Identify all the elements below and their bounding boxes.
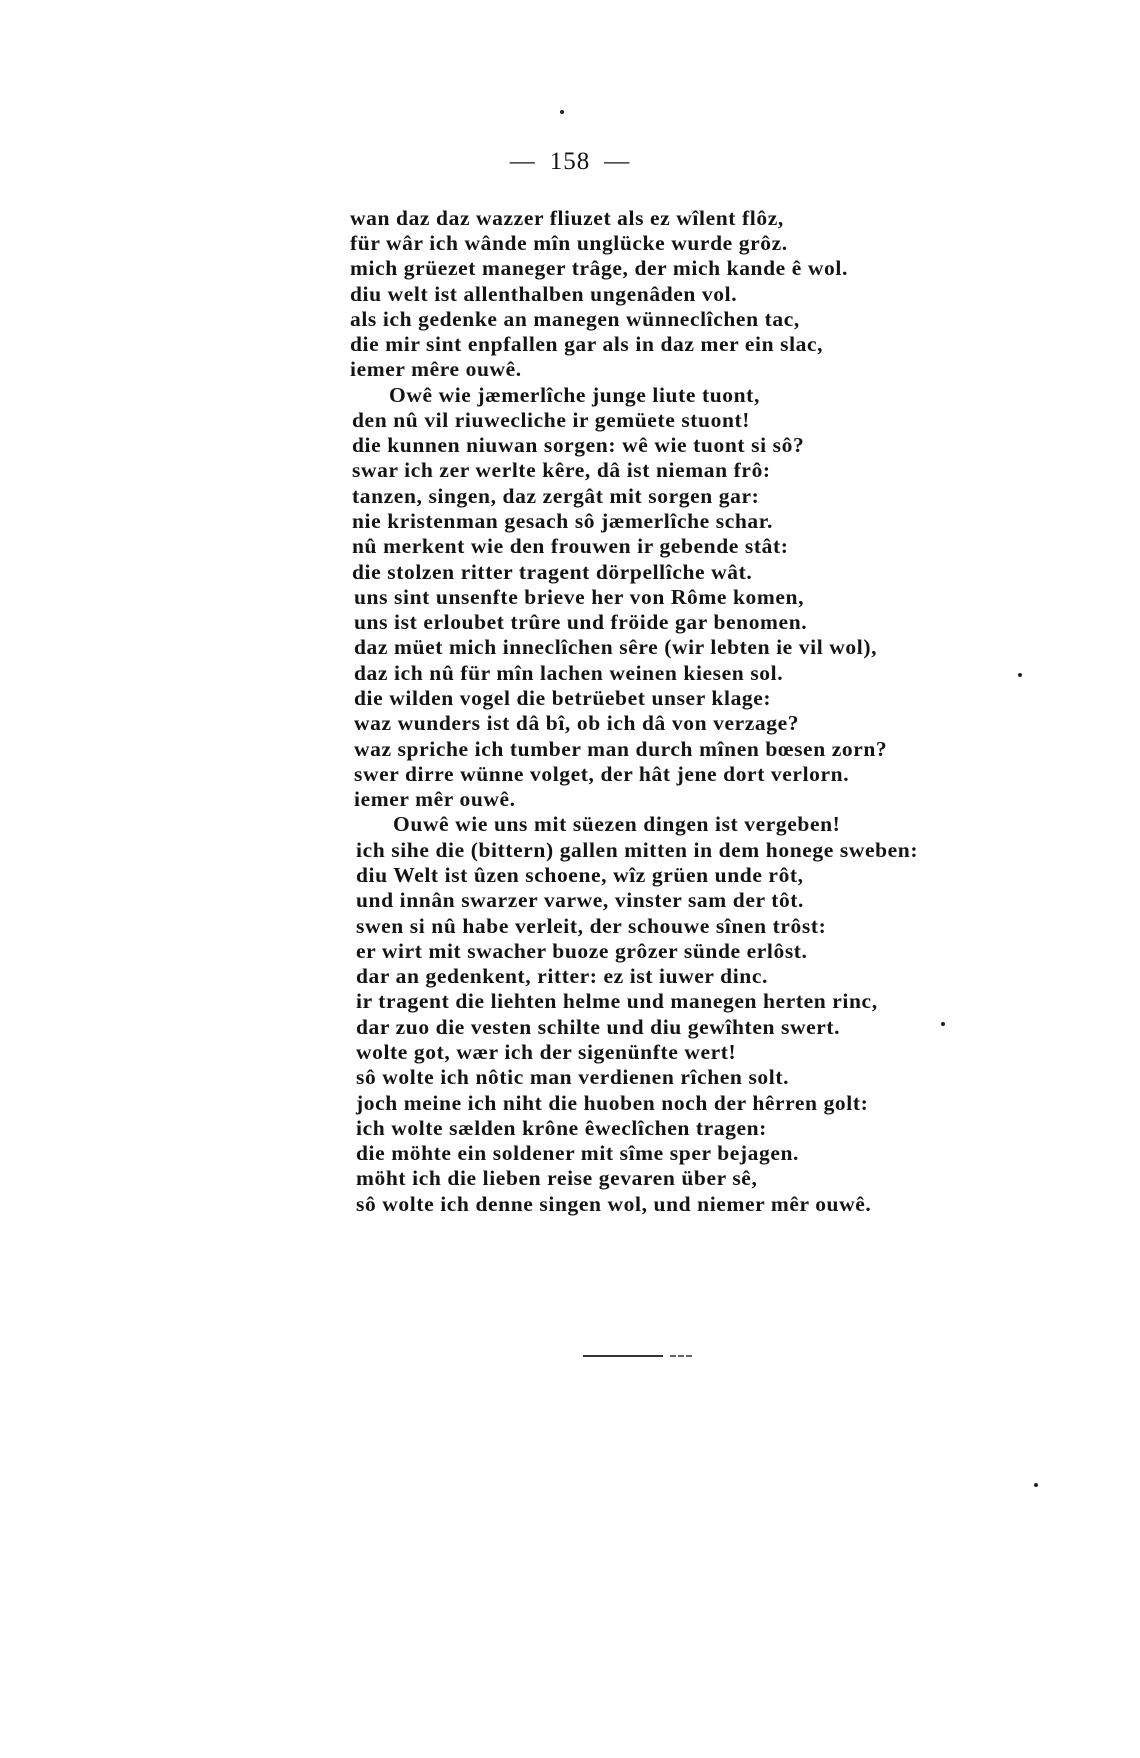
poem-line: ich sihe die (bittern) gallen mitten in dem honege sweben:	[356, 838, 919, 862]
poem-line: sô wolte ich nôtic man verdienen rîchen solt.	[356, 1065, 790, 1089]
poem-line: uns sint unsenfte brieve her von Rôme komen,	[354, 585, 805, 609]
dash-right: —	[604, 148, 631, 175]
poem-line: wan daz daz wazzer fliuzet als ez wîlent flôz,	[350, 206, 784, 230]
poem-line: ich wolte sælden krône êweclîchen tragen:	[356, 1116, 767, 1140]
poem-line: tanzen, singen, daz zergât mit sorgen gar:	[352, 484, 760, 508]
poem-line: wolte got, wær ich der sigenünfte wert!	[356, 1040, 737, 1064]
poem-line: die stolzen ritter tragent dörpellîche wât.	[352, 560, 753, 584]
ink-speck	[1034, 1483, 1038, 1487]
poem-line: die wilden vogel die betrüebet unser klage:	[354, 686, 772, 710]
poem-line: mich grüezet maneger trâge, der mich kande ê wol.	[350, 256, 848, 280]
page-number	[0, 148, 1140, 176]
poem-line: joch meine ich niht die huoben noch der hêrren golt:	[356, 1091, 869, 1115]
poem-line: diu Welt ist ûzen schoene, wîz grüen unde rôt,	[356, 863, 804, 887]
closing-rule	[583, 1355, 663, 1357]
poem-line: dar zuo die vesten schilte und diu gewîhten swert.	[356, 1015, 841, 1039]
poem-line: waz wunders ist dâ bî, ob ich dâ von verzage?	[354, 711, 800, 735]
page-number-value: 158	[549, 148, 591, 175]
poem-line: diu welt ist allenthalben ungenâden vol.	[350, 282, 738, 306]
poem-line: sô wolte ich denne singen wol, und niemer mêr ouwê.	[356, 1192, 872, 1216]
ink-speck	[1018, 673, 1022, 677]
poem-line: die mir sint enpfallen gar als in daz mer ein slac,	[350, 332, 824, 356]
poem-line: möht ich die lieben reise gevaren über sê,	[356, 1166, 758, 1190]
poem-line: uns ist erloubet trûre und fröide gar benomen.	[354, 610, 808, 634]
poem-line: die kunnen niuwan sorgen: wê wie tuont si sô?	[352, 433, 805, 457]
poem-line: er wirt mit swacher buoze grôzer sünde erlôst.	[356, 939, 808, 963]
dash-left: —	[509, 148, 536, 175]
closing-rule-tail	[670, 1355, 692, 1357]
poem-line: iemer mêr ouwê.	[354, 787, 516, 811]
poem-line: die möhte ein soldener mit sîme sper bejagen.	[356, 1141, 800, 1165]
poem-line: Owê wie jæmerlîche junge liute tuont,	[389, 383, 760, 407]
poem-line: swen si nû habe verleit, der schouwe sînen trôst:	[356, 914, 827, 938]
poem-line: nû merkent wie den frouwen ir gebende stât:	[352, 534, 789, 558]
poem-line: swar ich zer werlte kêre, dâ ist nieman frô:	[352, 458, 771, 482]
poem-line: für wâr ich wânde mîn unglücke wurde grôz.	[350, 231, 788, 255]
poem-line: iemer mêre ouwê.	[350, 357, 522, 381]
poem-line: Ouwê wie uns mit süezen dingen ist vergeben!	[393, 812, 841, 836]
poem-line: waz spriche ich tumber man durch mînen bœsen zorn?	[354, 737, 888, 761]
poem-line: den nû vil riuwecliche ir gemüete stuont!	[352, 408, 751, 432]
poem-line: und innân swarzer varwe, vinster sam der tôt.	[356, 888, 805, 912]
poem-line: dar an gedenkent, ritter: ez ist iuwer dinc.	[356, 964, 768, 988]
poem-line: ir tragent die liehten helme und manegen herten rinc,	[356, 989, 878, 1013]
ink-speck	[560, 110, 564, 114]
poem-line: nie kristenman gesach sô jæmerlîche schar.	[352, 509, 773, 533]
ink-speck	[941, 1022, 945, 1026]
poem-line: daz müet mich inneclîchen sêre (wir lebten ie vil wol),	[354, 635, 878, 659]
poem-line: daz ich nû für mîn lachen weinen kiesen sol.	[354, 661, 784, 685]
poem-line: swer dirre wünne volget, der hât jene dort verlorn.	[354, 762, 850, 786]
poem-line: als ich gedenke an manegen wünneclîchen tac,	[350, 307, 800, 331]
